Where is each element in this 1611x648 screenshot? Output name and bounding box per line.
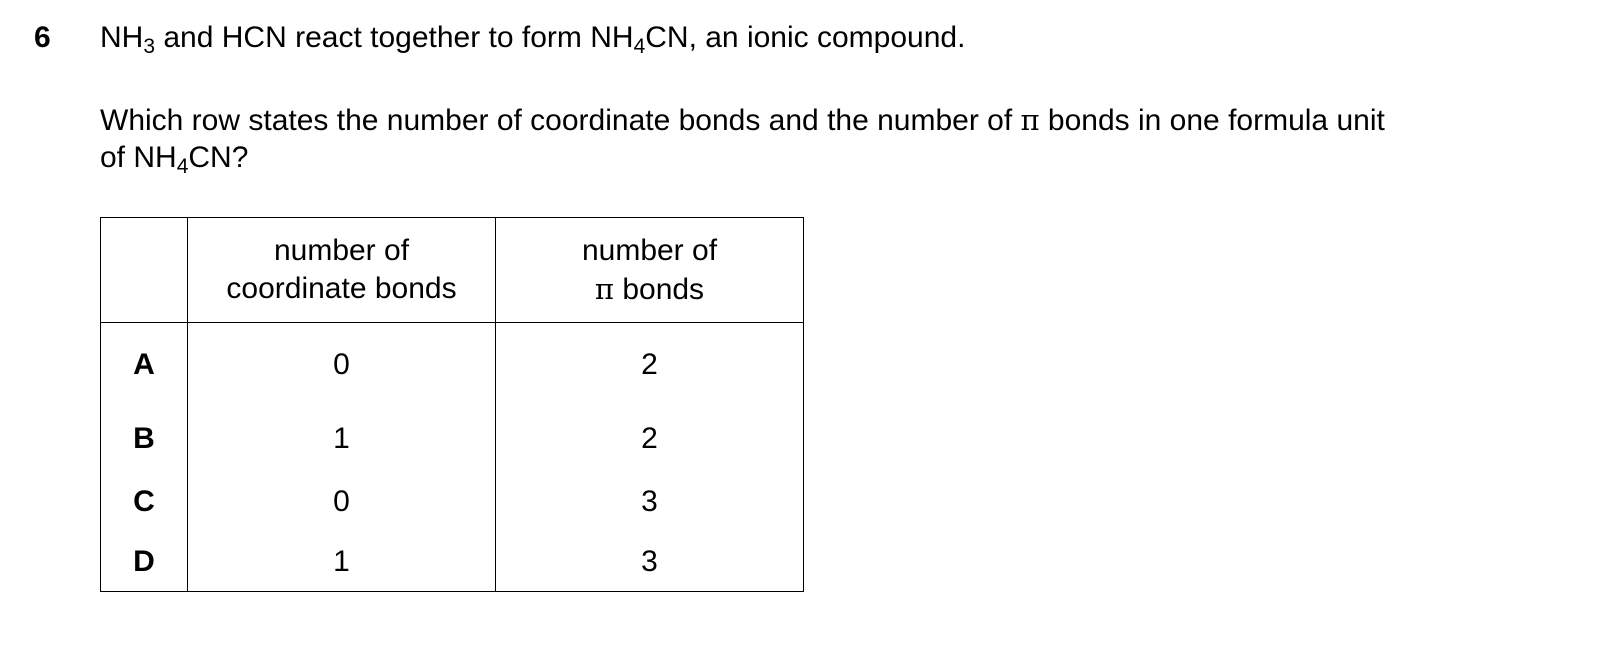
stem-text: CN? — [188, 141, 249, 174]
pi-bonds-value: 2 — [496, 407, 804, 470]
question-number: 6 — [34, 21, 51, 54]
stem-text: CN, an ionic compound. — [645, 21, 966, 54]
options-table — [100, 217, 804, 592]
header-pi-bonds — [496, 218, 804, 323]
stem-text: Which row states the number of coordinate bonds and the number of — [100, 104, 1021, 137]
table-row — [101, 407, 804, 470]
subscript: 4 — [176, 155, 189, 178]
subscript: 3 — [143, 35, 156, 58]
pi-symbol: π — [1020, 103, 1040, 137]
header-text: coordinate bonds — [226, 272, 457, 305]
pi-symbol: π — [594, 271, 614, 306]
coordinate-bonds-value: 0 — [188, 323, 496, 408]
subscript: 4 — [633, 35, 646, 58]
pi-bonds-value: 3 — [496, 533, 804, 592]
question-stem-line-2 — [100, 100, 1385, 141]
option-letter: D — [101, 533, 188, 592]
question-stem-line-3 — [100, 138, 248, 181]
coordinate-bonds-value: 1 — [188, 533, 496, 592]
stem-text: NH — [100, 21, 144, 54]
header-text: number of — [273, 234, 410, 267]
table-row — [101, 533, 804, 592]
option-letter: C — [101, 470, 188, 533]
table-header-row — [101, 218, 804, 323]
table-row — [101, 470, 804, 533]
stem-text: bonds in one formula unit — [1039, 104, 1385, 137]
stem-text: of NH — [100, 141, 177, 174]
question-stem-line-1 — [100, 18, 965, 61]
header-coordinate-bonds — [188, 218, 496, 323]
option-letter: B — [101, 407, 188, 470]
pi-bonds-value: 3 — [496, 470, 804, 533]
table-row — [101, 323, 804, 408]
header-text-line — [496, 270, 803, 309]
coordinate-bonds-value: 1 — [188, 407, 496, 470]
stem-text: and HCN react together to form NH — [155, 21, 634, 54]
pi-bonds-value: 2 — [496, 323, 804, 408]
header-cell-empty — [101, 218, 188, 323]
header-text: number of — [581, 233, 718, 267]
header-text: bonds — [613, 272, 705, 306]
coordinate-bonds-value: 0 — [188, 470, 496, 533]
option-letter: A — [101, 323, 188, 408]
